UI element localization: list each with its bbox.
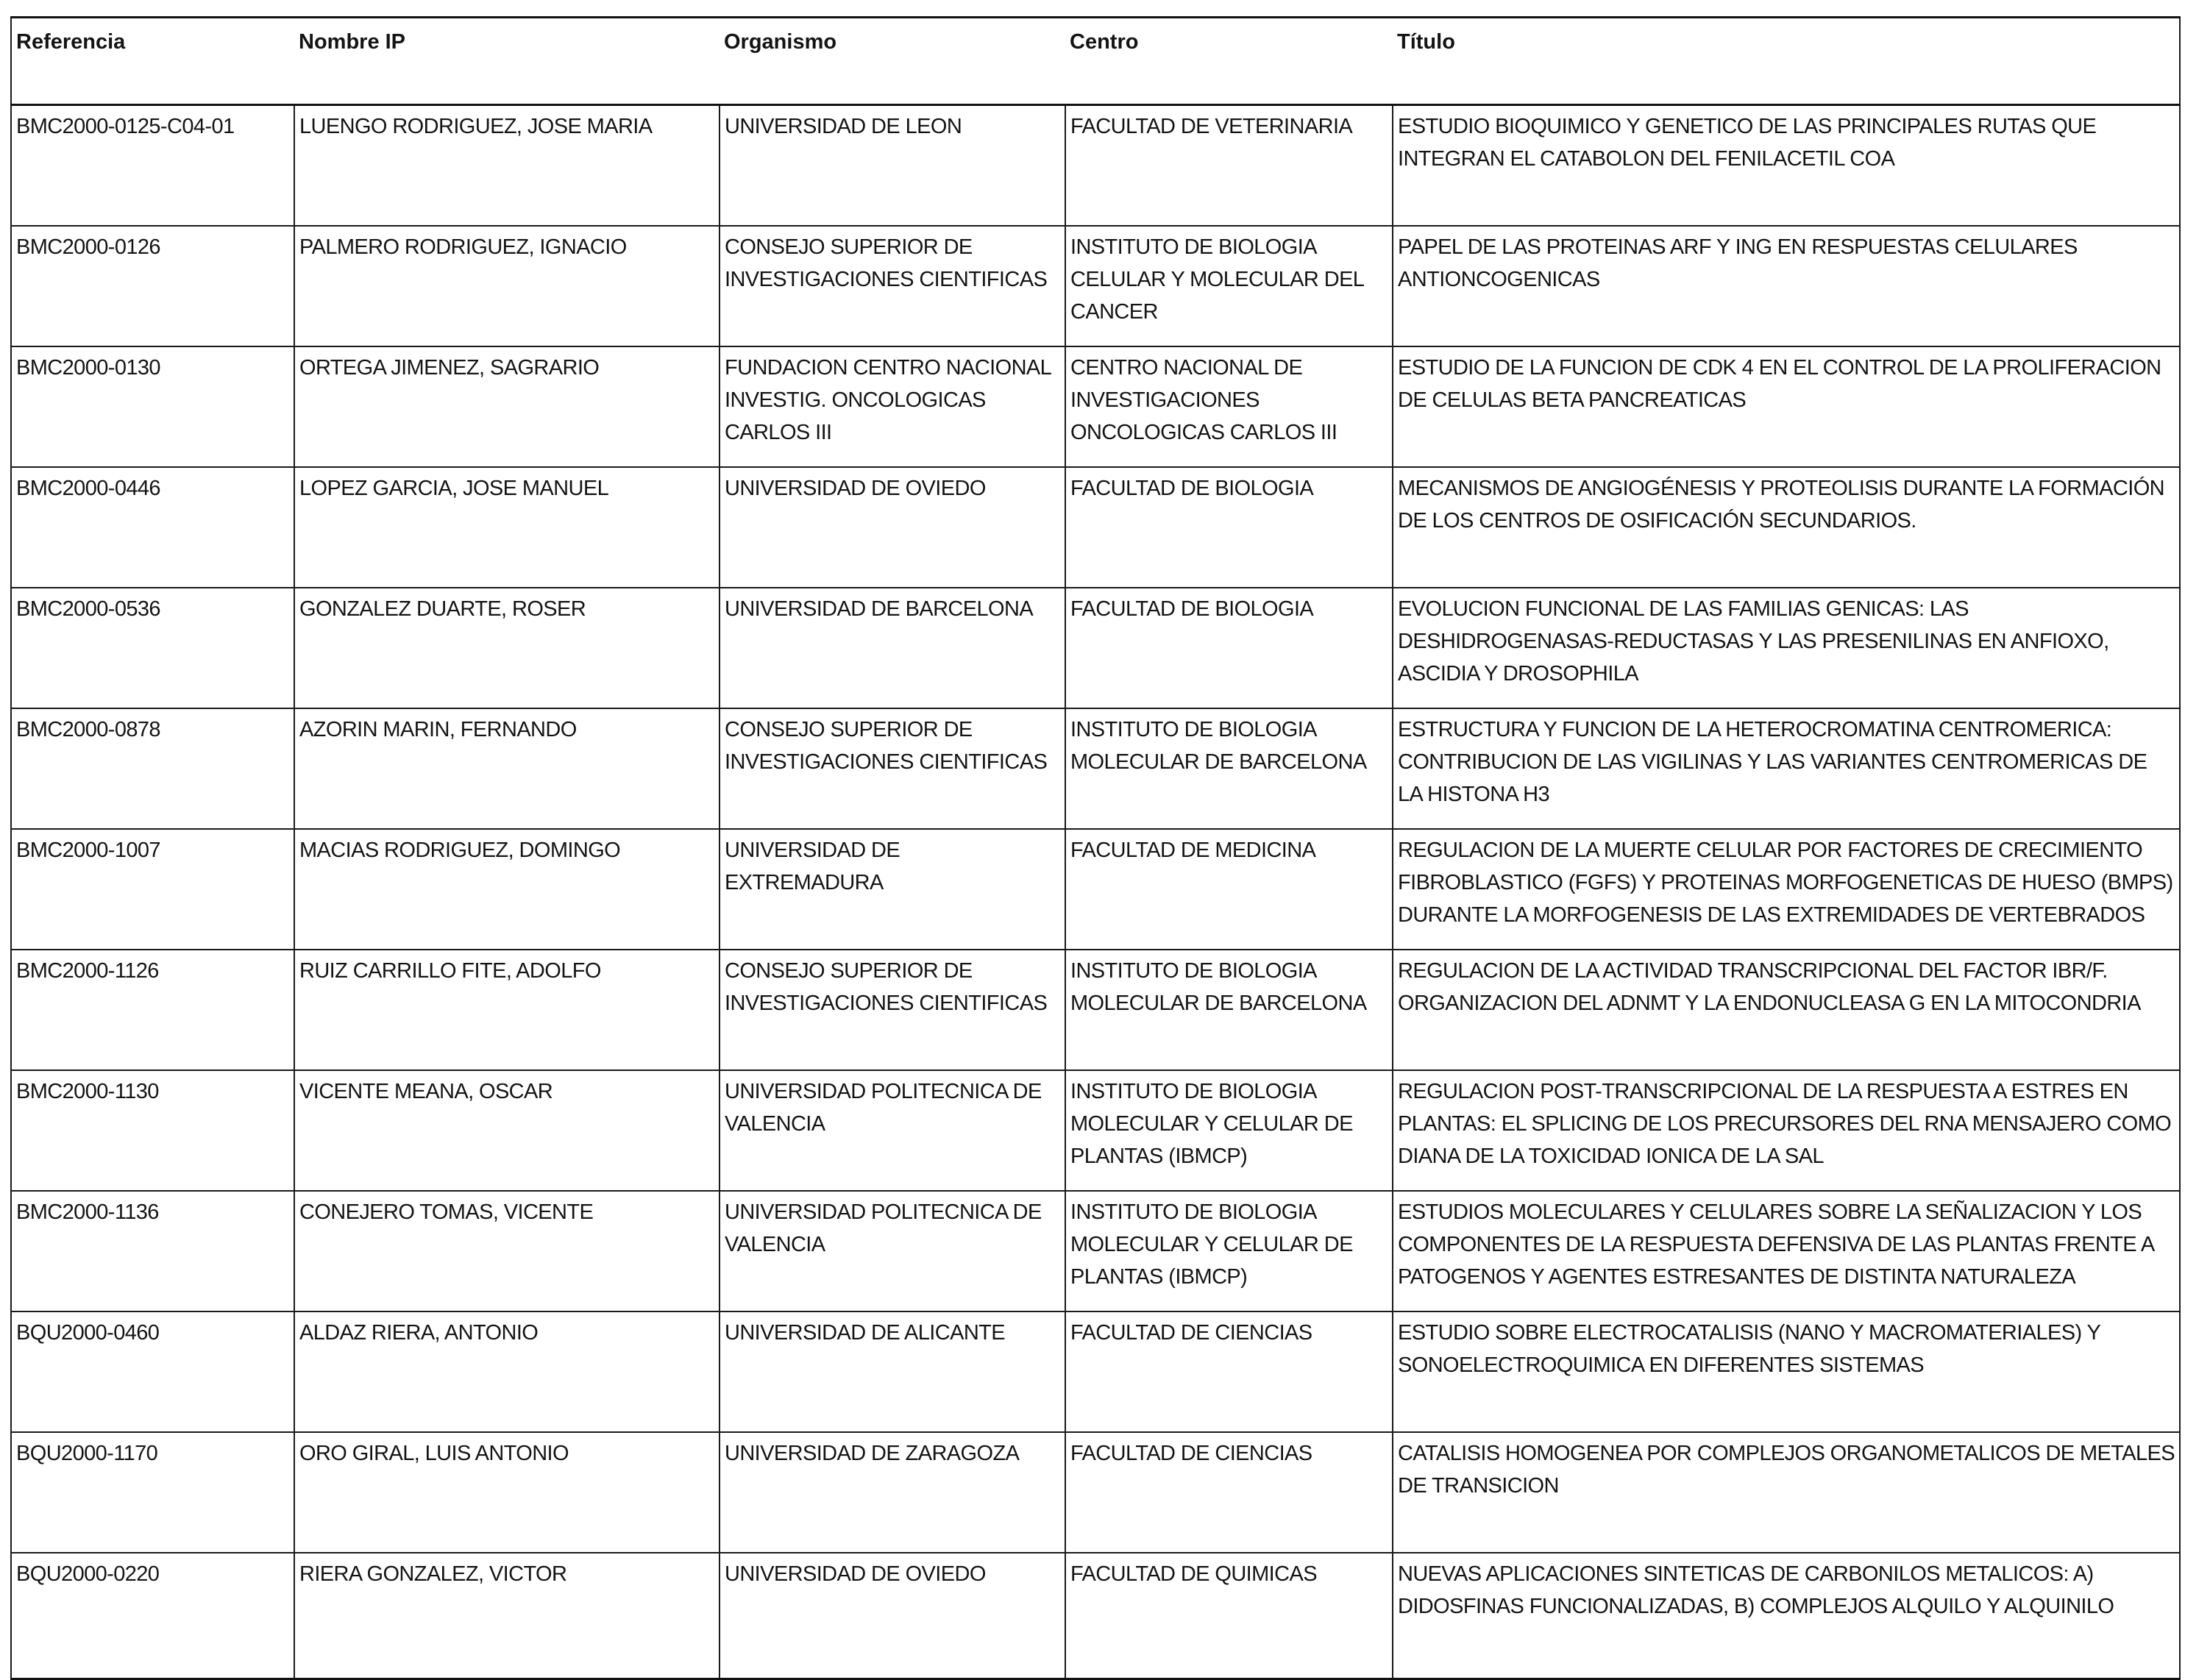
table-row xyxy=(11,1191,2180,1311)
cell-centro: INSTITUTO DE BIOLOGIA MOLECULAR Y CELULAR DE PLANTAS (IBMCP) xyxy=(1065,1070,1393,1191)
table-header-row xyxy=(11,18,2180,105)
cell-nombre-ip: LOPEZ GARCIA, JOSE MANUEL xyxy=(294,467,720,588)
table-row xyxy=(11,829,2180,950)
cell-centro: FACULTAD DE QUIMICAS xyxy=(1065,1553,1393,1679)
cell-referencia: BMC2000-1007 xyxy=(11,829,294,950)
table-row xyxy=(11,588,2180,708)
cell-centro: FACULTAD DE MEDICINA xyxy=(1065,829,1393,950)
grants-table xyxy=(10,16,2181,1680)
cell-centro: FACULTAD DE CIENCIAS xyxy=(1065,1432,1393,1553)
header-referencia: Referencia xyxy=(11,18,294,105)
cell-organismo: UNIVERSIDAD POLITECNICA DE VALENCIA xyxy=(720,1070,1065,1191)
cell-organismo: UNIVERSIDAD DE ZARAGOZA xyxy=(720,1432,1065,1553)
cell-centro: CENTRO NACIONAL DE INVESTIGACIONES ONCOLOGICAS CARLOS III xyxy=(1065,346,1393,467)
cell-nombre-ip: LUENGO RODRIGUEZ, JOSE MARIA xyxy=(294,105,720,226)
cell-referencia: BQU2000-0220 xyxy=(11,1553,294,1679)
cell-centro: INSTITUTO DE BIOLOGIA CELULAR Y MOLECULAR DEL CANCER xyxy=(1065,226,1393,346)
cell-referencia: BQU2000-0460 xyxy=(11,1311,294,1432)
cell-organismo: UNIVERSIDAD DE OVIEDO xyxy=(720,1553,1065,1679)
header-titulo: Título xyxy=(1393,18,2180,105)
cell-referencia: BQU2000-1170 xyxy=(11,1432,294,1553)
cell-titulo: ESTRUCTURA Y FUNCION DE LA HETEROCROMATINA CENTROMERICA: CONTRIBUCION DE LAS VIGILINAS Y LAS VARIANTES CENTROMERICAS DE LA HISTONA H3 xyxy=(1393,708,2180,829)
cell-nombre-ip: RIERA GONZALEZ, VICTOR xyxy=(294,1553,720,1679)
cell-centro: INSTITUTO DE BIOLOGIA MOLECULAR Y CELULAR DE PLANTAS (IBMCP) xyxy=(1065,1191,1393,1311)
cell-titulo: ESTUDIO DE LA FUNCION DE CDK 4 EN EL CONTROL DE LA PROLIFERACION DE CELULAS BETA PANCREATICAS xyxy=(1393,346,2180,467)
table-row xyxy=(11,1070,2180,1191)
cell-titulo: REGULACION DE LA MUERTE CELULAR POR FACTORES DE CRECIMIENTO FIBROBLASTICO (FGFS) Y PROTEINAS MORFOGENETICAS DE HUESO (BMPS) DURANTE LA MORFOGENESIS DE LAS EXTREMIDADES DE VERTEBRADOS xyxy=(1393,829,2180,950)
table-row xyxy=(11,467,2180,588)
cell-referencia: BMC2000-0878 xyxy=(11,708,294,829)
cell-referencia: BMC2000-1126 xyxy=(11,950,294,1070)
cell-centro: INSTITUTO DE BIOLOGIA MOLECULAR DE BARCELONA xyxy=(1065,950,1393,1070)
cell-organismo: UNIVERSIDAD POLITECNICA DE VALENCIA xyxy=(720,1191,1065,1311)
cell-organismo: CONSEJO SUPERIOR DE INVESTIGACIONES CIENTIFICAS xyxy=(720,226,1065,346)
cell-centro: FACULTAD DE VETERINARIA xyxy=(1065,105,1393,226)
cell-referencia: BMC2000-0125-C04-01 xyxy=(11,105,294,226)
cell-organismo: UNIVERSIDAD DE OVIEDO xyxy=(720,467,1065,588)
table-row xyxy=(11,1432,2180,1553)
table-row xyxy=(11,708,2180,829)
cell-titulo: ESTUDIO SOBRE ELECTROCATALISIS (NANO Y MACROMATERIALES) Y SONOELECTROQUIMICA EN DIFERENTES SISTEMAS xyxy=(1393,1311,2180,1432)
cell-referencia: BMC2000-1136 xyxy=(11,1191,294,1311)
cell-nombre-ip: CONEJERO TOMAS, VICENTE xyxy=(294,1191,720,1311)
cell-organismo: CONSEJO SUPERIOR DE INVESTIGACIONES CIENTIFICAS xyxy=(720,708,1065,829)
cell-nombre-ip: RUIZ CARRILLO FITE, ADOLFO xyxy=(294,950,720,1070)
cell-centro: FACULTAD DE BIOLOGIA xyxy=(1065,467,1393,588)
cell-titulo: NUEVAS APLICACIONES SINTETICAS DE CARBONILOS METALICOS: A) DIDOSFINAS FUNCIONALIZADAS, B) COMPLEJOS ALQUILO Y ALQUINILO xyxy=(1393,1553,2180,1679)
cell-nombre-ip: ALDAZ RIERA, ANTONIO xyxy=(294,1311,720,1432)
cell-titulo: MECANISMOS DE ANGIOGÉNESIS Y PROTEOLISIS DURANTE LA FORMACIÓN DE LOS CENTROS DE OSIFICACIÓN SECUNDARIOS. xyxy=(1393,467,2180,588)
header-centro: Centro xyxy=(1065,18,1393,105)
table-row xyxy=(11,950,2180,1070)
header-nombre-ip: Nombre IP xyxy=(294,18,720,105)
cell-titulo: REGULACION POST-TRANSCRIPCIONAL DE LA RESPUESTA A ESTRES EN PLANTAS: EL SPLICING DE LOS PRECURSORES DEL RNA MENSAJERO COMO DIANA DE LA TOXICIDAD IONICA DE LA SAL xyxy=(1393,1070,2180,1191)
cell-centro: FACULTAD DE CIENCIAS xyxy=(1065,1311,1393,1432)
header-organismo: Organismo xyxy=(720,18,1065,105)
cell-centro: FACULTAD DE BIOLOGIA xyxy=(1065,588,1393,708)
cell-referencia: BMC2000-0130 xyxy=(11,346,294,467)
cell-titulo: ESTUDIOS MOLECULARES Y CELULARES SOBRE LA SEÑALIZACION Y LOS COMPONENTES DE LA RESPUESTA DEFENSIVA DE LAS PLANTAS FRENTE A PATOGENOS Y AGENTES ESTRESANTES DE DISTINTA NATURALEZA xyxy=(1393,1191,2180,1311)
cell-titulo: REGULACION DE LA ACTIVIDAD TRANSCRIPCIONAL DEL FACTOR IBR/F. ORGANIZACION DEL ADNMT Y LA ENDONUCLEASA G EN LA MITOCONDRIA xyxy=(1393,950,2180,1070)
cell-organismo: UNIVERSIDAD DE LEON xyxy=(720,105,1065,226)
table-row xyxy=(11,1553,2180,1679)
cell-referencia: BMC2000-0126 xyxy=(11,226,294,346)
table-row xyxy=(11,226,2180,346)
cell-titulo: ESTUDIO BIOQUIMICO Y GENETICO DE LAS PRINCIPALES RUTAS QUE INTEGRAN EL CATABOLON DEL FENILACETIL COA xyxy=(1393,105,2180,226)
cell-nombre-ip: GONZALEZ DUARTE, ROSER xyxy=(294,588,720,708)
cell-organismo: UNIVERSIDAD DE ALICANTE xyxy=(720,1311,1065,1432)
cell-centro: INSTITUTO DE BIOLOGIA MOLECULAR DE BARCELONA xyxy=(1065,708,1393,829)
table-row xyxy=(11,105,2180,226)
cell-titulo: EVOLUCION FUNCIONAL DE LAS FAMILIAS GENICAS: LAS DESHIDROGENASAS-REDUCTASAS Y LAS PRESENILINAS EN ANFIOXO, ASCIDIA Y DROSOPHILA xyxy=(1393,588,2180,708)
cell-organismo: CONSEJO SUPERIOR DE INVESTIGACIONES CIENTIFICAS xyxy=(720,950,1065,1070)
cell-nombre-ip: VICENTE MEANA, OSCAR xyxy=(294,1070,720,1191)
cell-referencia: BMC2000-0446 xyxy=(11,467,294,588)
cell-nombre-ip: MACIAS RODRIGUEZ, DOMINGO xyxy=(294,829,720,950)
cell-organismo: UNIVERSIDAD DE EXTREMADURA xyxy=(720,829,1065,950)
cell-referencia: BMC2000-1130 xyxy=(11,1070,294,1191)
cell-titulo: PAPEL DE LAS PROTEINAS ARF Y ING EN RESPUESTAS CELULARES ANTIONCOGENICAS xyxy=(1393,226,2180,346)
cell-nombre-ip: ORO GIRAL, LUIS ANTONIO xyxy=(294,1432,720,1553)
cell-nombre-ip: ORTEGA JIMENEZ, SAGRARIO xyxy=(294,346,720,467)
cell-organismo: UNIVERSIDAD DE BARCELONA xyxy=(720,588,1065,708)
cell-referencia: BMC2000-0536 xyxy=(11,588,294,708)
table-row xyxy=(11,346,2180,467)
table-row xyxy=(11,1311,2180,1432)
cell-nombre-ip: AZORIN MARIN, FERNANDO xyxy=(294,708,720,829)
cell-organismo: FUNDACION CENTRO NACIONAL INVESTIG. ONCOLOGICAS CARLOS III xyxy=(720,346,1065,467)
cell-titulo: CATALISIS HOMOGENEA POR COMPLEJOS ORGANOMETALICOS DE METALES DE TRANSICION xyxy=(1393,1432,2180,1553)
cell-nombre-ip: PALMERO RODRIGUEZ, IGNACIO xyxy=(294,226,720,346)
